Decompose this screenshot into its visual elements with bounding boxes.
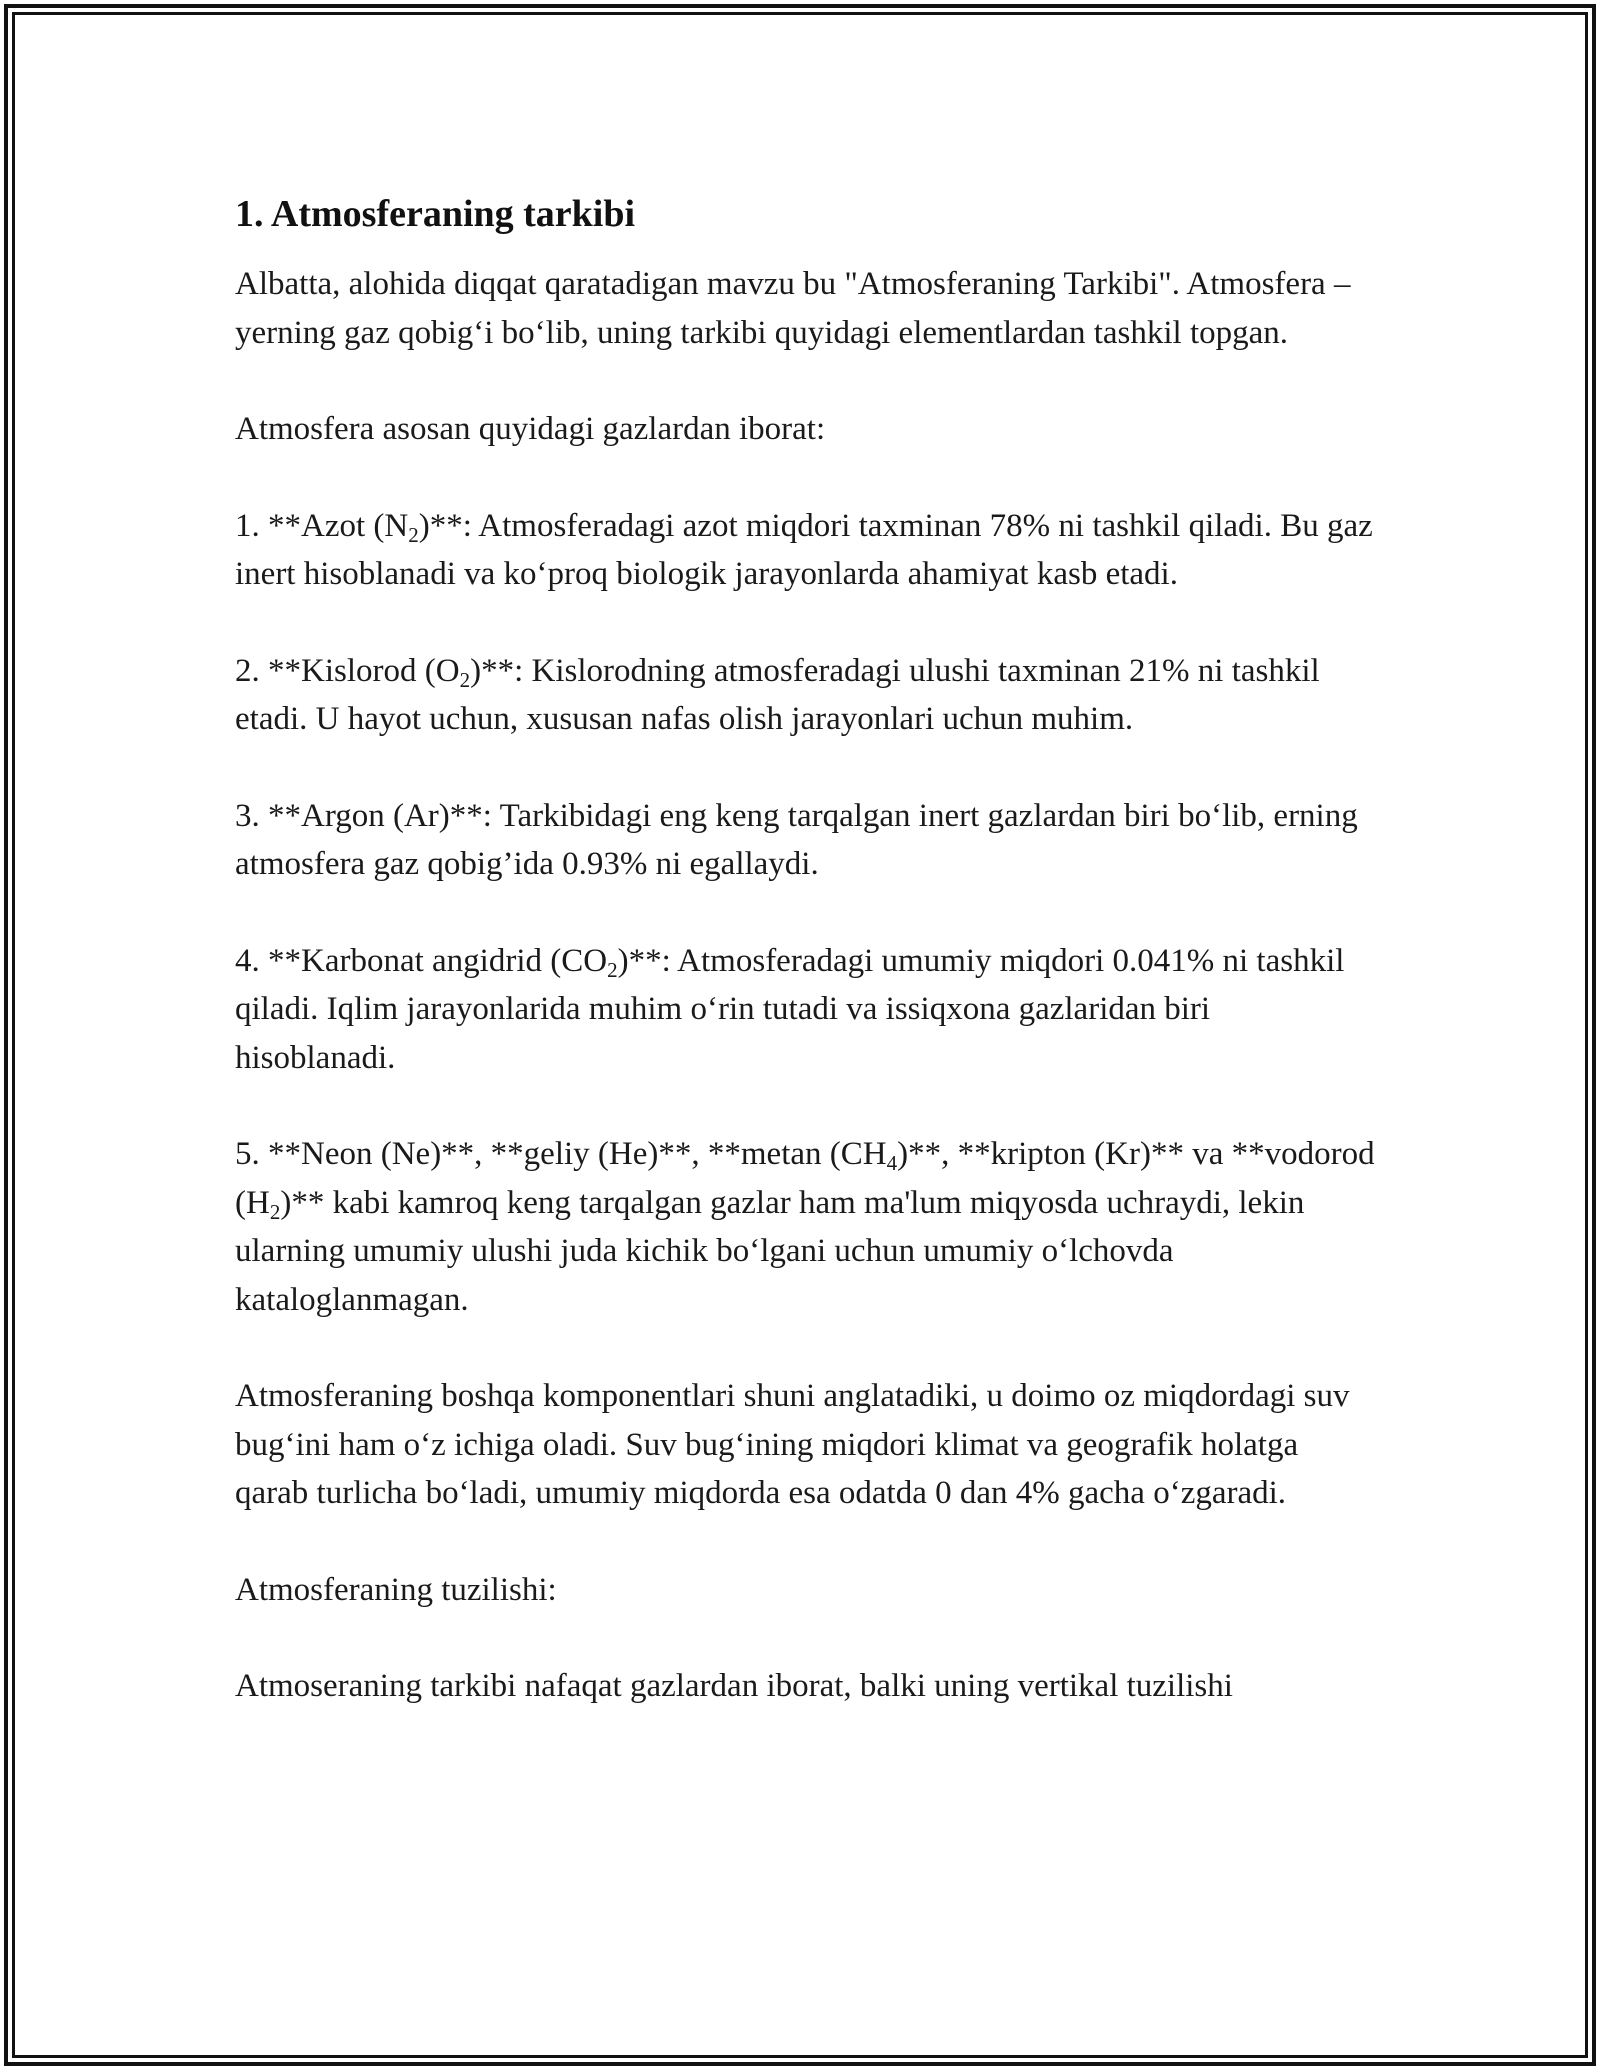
document-title: 1. Atmosferaning tarkibi [235,193,636,235]
item2-pre: 2. **Kislorod (O [235,652,460,689]
item1-post: )**: Atmosferadagi azot miqdori taxminan 78% ni tashkil qiladi. Bu gaz inert hisoblanadi va ko‘proq biologik jarayonlarda ahamiyat kasb etadi. [235,507,1373,592]
document-body [235,186,1375,1759]
item4-subscript: 2 [607,957,618,982]
item4-pre: 4. **Karbonat angidrid (CO [235,942,608,979]
item5-subscript-methane: 4 [886,1151,898,1175]
gases-intro-paragraph: Atmosfera asosan quyidagi gazlardan iborat: [235,411,826,447]
structure-paragraph: Atmoseraning tarkibi nafaqat gazlardan iborat, balki uning vertikal tuzilishi [235,1668,1233,1704]
intro-paragraph: Albatta, alohida diqqat qaratadigan mavzu bu "Atmosferaning Tarkibi". Atmosfera – yerning gaz qobig‘i bo‘lib, uning tarkibi quyidagi elementlardan tashkil topgan. [235,266,1351,351]
list-item-carbon-dioxide [235,937,1375,1083]
item1-pre: 1. **Azot (N [235,507,409,544]
item5-mid: )**, **kripton (Kr)** va **vodorod (H [235,1136,1375,1221]
structure-heading: Atmosferaning tuzilishi: [235,1571,557,1608]
item5-subscript-hydrogen: 2 [269,1199,281,1224]
item5-post: )** kabi kamroq keng tarqalgan gazlar ham ma'lum miqyosda uchraydi, lekin ularning umumiy ulushi juda kichik bo‘lgani uchun umumiy o‘lchovda kataloglanmagan. [235,1184,1305,1318]
list-item-nitrogen [235,502,1375,599]
list-item-argon: 3. **Argon (Ar)**: Tarkibidagi eng keng tarqalgan inert gazlardan biri bo‘lib, erning atmosfera gaz qobig’ida 0.93% ni egallaydi. [235,797,1358,882]
item1-subscript: 2 [408,522,419,547]
item2-post: )**: Kislorodning atmosferadagi ulushi taxminan 21% ni tashkil etadi. U hayot uchun, xususan nafas olish jarayonlari uchun muhim. [235,652,1320,737]
item4-post: )**: Atmosferadagi umumiy miqdori 0.041% ni tashkil qiladi. Iqlim jarayonlarida muhim o‘rin tutadi va issiqxona gazlaridan biri hisoblanadi. [235,942,1345,1076]
water-vapor-paragraph: Atmosferaning boshqa komponentlari shuni anglatadiki, u doimo oz miqdordagi suv bug‘ini ham o‘z ichiga oladi. Suv bug‘ining miqdori klimat va geografik holatga qarab turlicha bo‘ladi, umumiy miqdorda esa odatda 0 dan 4% gacha o‘zgaradi. [235,1378,1350,1511]
list-item-minor-gases [235,1130,1375,1324]
item5-pre: 5. **Neon (Ne)**, **geliy (He)**, **metan (CH [235,1136,887,1172]
list-item-oxygen [235,647,1375,744]
item2-subscript: 2 [459,667,471,692]
